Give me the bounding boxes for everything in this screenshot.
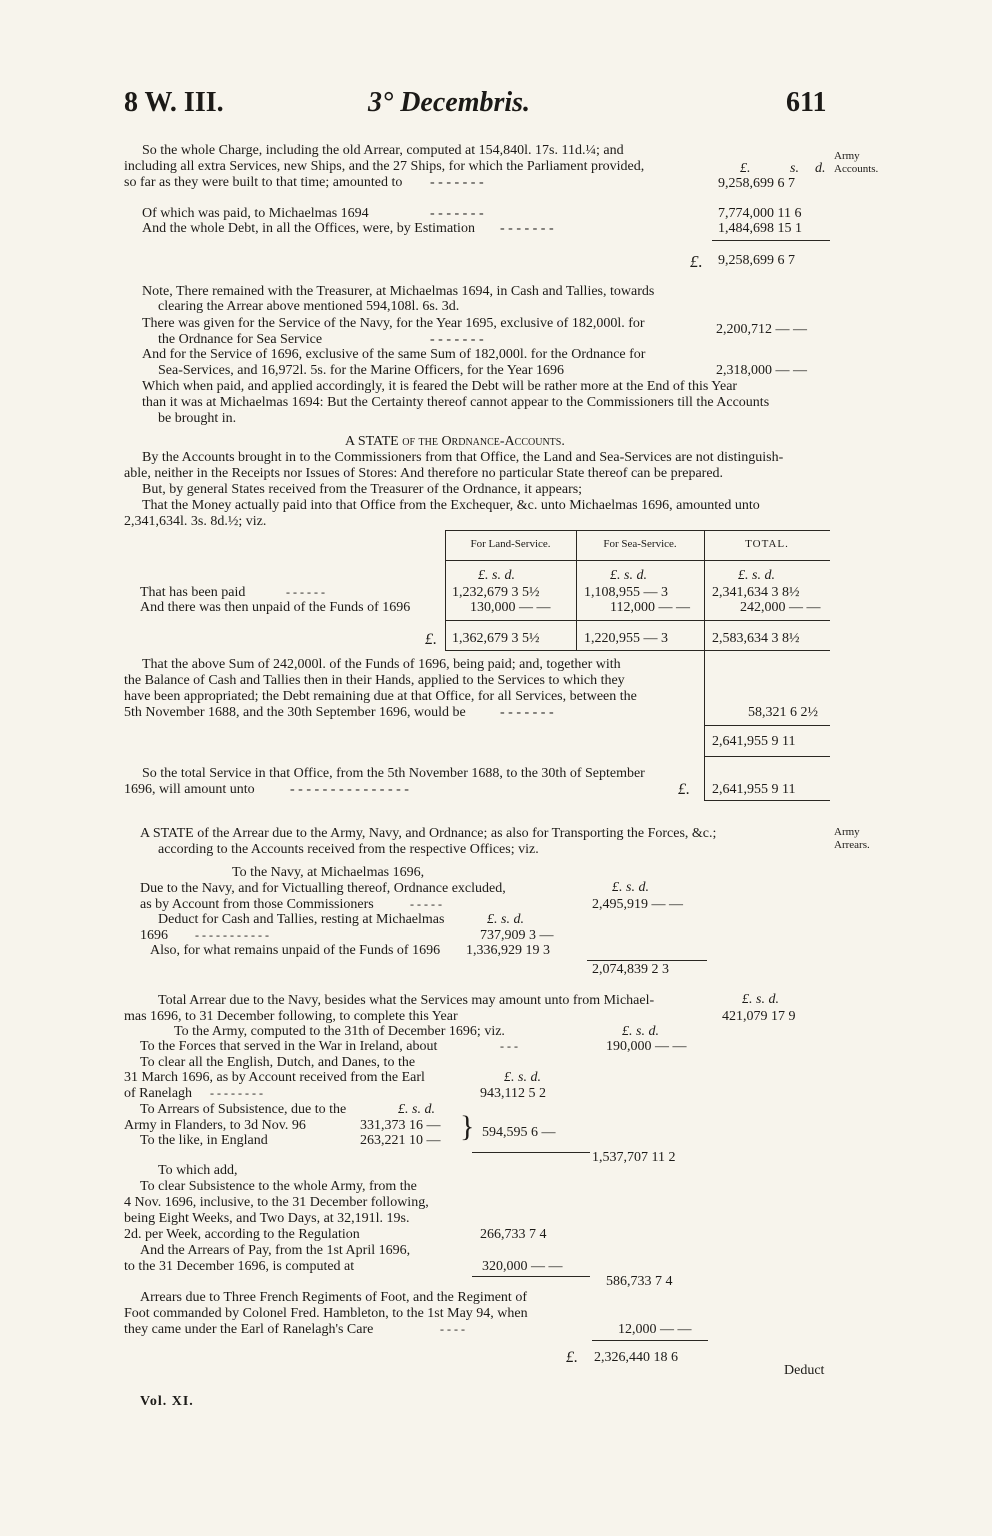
dash-leader: - - - - - - (286, 585, 325, 599)
service-1696-line-2: Sea-Services, and 16,972l. 5s. for the Marine Officers, for the Year 1696 (158, 363, 565, 378)
which-line-2: than it was at Michaelmas 1694: But the Certainty thereof cannot appear to the Commissioners till the Accounts (142, 395, 770, 410)
note-line-1: Note, There remained with the Treasurer, at Michaelmas 1694, in Cash and Tallies, towards (142, 284, 655, 299)
ordnance-heading: A STATE of the Ordnance-Accounts. (345, 434, 565, 449)
pay-line-2: to the 31 December 1696, is computed at (124, 1259, 355, 1274)
clear-line-3: of Ranelagh (124, 1086, 193, 1101)
navy-1695-value: 2,200,712 — — (716, 322, 807, 337)
ordnance-p3a: That the Money actually paid into that Office from the Exchequer, &c. unto Michaelmas 1696, amounted unto (142, 498, 760, 513)
col-shillings: s. (790, 161, 799, 176)
clear-line-1: To clear all the English, Dutch, and Danes, to the (140, 1055, 416, 1070)
service-1696-line-1: And for the Service of 1696, exclusive of the same Sum of 182,000l. for the Ordnance for (142, 347, 646, 362)
ordnance-p4a: That the above Sum of 242,000l. of the Funds of 1696, being paid; and, together with (142, 657, 621, 672)
paid-label: Of which was paid, to Michaelmas 1694 (142, 206, 369, 221)
french-line-3: they came under the Earl of Ranelagh's Care (124, 1322, 374, 1337)
navy-line-1b: as by Account from those Commissioners (140, 897, 374, 912)
arrear-heading-2: according to the Accounts received from the respective Offices; viz. (158, 842, 539, 857)
col-pounds: £. (740, 161, 751, 176)
also-label: Also, for what remains unpaid of the Funds of 1696 (150, 943, 441, 958)
pound-mark: £. (678, 781, 690, 798)
french-line-2: Foot commanded by Colonel Fred. Hambleton, to the 1st May 94, when (124, 1306, 528, 1321)
army-lsd: £. s. d. (622, 1024, 659, 1039)
subsistence-line-1: To Arrears of Subsistence, due to the (140, 1102, 347, 1117)
french-value: 12,000 — — (618, 1322, 692, 1337)
ireland-value: 190,000 — — (606, 1039, 687, 1054)
ordnance-debt-sum: 2,641,955 9 11 (712, 734, 796, 749)
margin-note-army-arrears-2: Arrears. (834, 839, 870, 851)
row-unpaid-sea: 112,000 — — (610, 600, 690, 615)
row-unpaid-total: 242,000 — — (740, 600, 821, 615)
dash-leader: - - - - - (410, 897, 442, 911)
final-pound-mark: £. (566, 1349, 578, 1366)
sum-total: 2,583,634 3 8½ (712, 631, 800, 646)
navy-1695-line-1: There was given for the Service of the Navy, for the Year 1695, exclusive of 182,000l. for (142, 316, 645, 331)
ordnance-p2: But, by general States received from the Treasurer of the Ordnance, it appears; (142, 482, 583, 497)
table-head-rule (445, 560, 830, 561)
row-paid-land: 1,232,679 3 5½ (452, 585, 540, 600)
col-total: TOTAL. (745, 538, 789, 550)
charge-line-1: So the whole Charge, including the old Arrear, computed at 154,840l. 17s. 11d.¼; and (142, 143, 624, 158)
ireland-label: To the Forces that served in the War in Ireland, about (140, 1039, 438, 1054)
subsistence-clear-4: 2d. per Week, according to the Regulation (124, 1227, 360, 1242)
subsistence-england-value: 263,221 10 — (360, 1133, 441, 1148)
dash-leader: - - - - - - - (500, 705, 554, 720)
rule (592, 1340, 708, 1341)
deduct-line-2: 1696 (140, 928, 168, 943)
final-total-value: 2,326,440 18 6 (594, 1350, 678, 1365)
rule (587, 960, 707, 961)
note-line-2: clearing the Arrear above mentioned 594,108l. 6s. 3d. (158, 299, 460, 314)
which-line-1: Which when paid, and applied accordingly, it is feared the Debt will be rather more at the End of this Year (142, 379, 738, 394)
dash-leader: - - - - - - - (430, 175, 484, 190)
subsistence-england: To the like, in England (140, 1133, 268, 1148)
sum-sea: 1,220,955 — 3 (584, 631, 668, 646)
page-number: 611 (786, 87, 827, 118)
subsistence-brace-value: 594,595 6 — (482, 1125, 556, 1140)
dash-leader: - - - - - - - (430, 332, 484, 347)
charge-sum: 9,258,699 6 7 (718, 253, 795, 268)
sum-pound-mark: £. (690, 252, 703, 271)
subsistence-clear-2: 4 Nov. 1696, inclusive, to the 31 December following, (124, 1195, 429, 1210)
sum-pound-mark: £. (425, 631, 437, 648)
which-line-3: be brought in. (158, 411, 237, 426)
deduct-lsd: £. s. d. (487, 912, 524, 927)
total-arrear-line-2: mas 1696, to 31 December following, to complete this Year (124, 1009, 458, 1024)
table-top-rule (445, 530, 830, 531)
row-paid-total: 2,341,634 3 8½ (712, 585, 800, 600)
total-lsd: £. s. d. (742, 992, 779, 1007)
clear-line-2: 31 March 1696, as by Account received from the Earl (124, 1070, 425, 1085)
ordnance-debt-value: 58,321 6 2½ (748, 705, 818, 720)
navy-net-value: 2,074,839 2 3 (592, 962, 669, 977)
debt-value: 1,484,698 15 1 (718, 221, 802, 236)
navy-1695-line-2: the Ordnance for Sea Service (158, 332, 323, 347)
margin-note-army-accounts: Army (834, 150, 860, 162)
navy-due-value: 2,495,919 — — (592, 897, 683, 912)
paid-value: 7,774,000 11 6 (718, 206, 802, 221)
deduct-value: 737,909 3 — (480, 928, 554, 943)
ordnance-p4b: the Balance of Cash and Tallies then in their Hands, applied to the Services to which they (124, 673, 625, 688)
charge-line-2: including all extra Services, new Ships, and the 27 Ships, for which the Parliament provided, (124, 159, 645, 174)
lsd-total: £. s. d. (738, 568, 775, 583)
subsistence-clear-3: being Eight Weeks, and Two Days, at 32,191l. 19s. (124, 1211, 410, 1226)
dash-leader: - - - - - - - - - - - (195, 928, 269, 942)
ordnance-p5a: So the total Service in that Office, from the 5th November 1688, to the 30th of September (142, 766, 645, 781)
row-paid-label: That has been paid (140, 585, 246, 600)
col-sea-service: For Sea-Service. (603, 538, 677, 550)
clear-lsd: £. s. d. (504, 1070, 541, 1085)
table-col-rule (704, 530, 705, 800)
sum-rule (712, 240, 830, 241)
margin-note-army-accounts-2: Accounts. (834, 163, 879, 175)
subsistence-clear-1: To clear Subsistence to the whole Army, from the (140, 1179, 417, 1194)
volume-signature: Vol. XI. (140, 1394, 194, 1409)
brace: } (460, 1110, 475, 1143)
french-line-1: Arrears due to Three French Regiments of Foot, and the Regiment of (140, 1290, 527, 1305)
army-title: To the Army, computed to the 31th of December 1696; viz. (174, 1024, 505, 1039)
row-paid-sea: 1,108,955 — 3 (584, 585, 668, 600)
pay-value: 320,000 — — (482, 1259, 563, 1274)
charge-line-3: so far as they were built to that time; amounted to (124, 175, 403, 190)
dash-leader: - - - (500, 1039, 518, 1053)
running-head-date: 3° Decembris. (368, 87, 531, 118)
debt-label: And the whole Debt, in all the Offices, were, by Estimation (142, 221, 475, 236)
ordnance-p4c: have been appropriated; the Debt remaining due at that Office, for all Services, between the (124, 689, 637, 704)
row-unpaid-land: 130,000 — — (470, 600, 551, 615)
rule (704, 756, 830, 757)
total-arrear-line-1: Total Arrear due to the Navy, besides what the Services may amount unto from Michael- (158, 993, 655, 1008)
rule (472, 1152, 590, 1153)
dash-leader: - - - - - - - - - - - - - - - (290, 782, 409, 797)
table-sum-rule (445, 620, 830, 621)
dash-leader: - - - - - - - (430, 206, 484, 221)
add-sum-value: 586,733 7 4 (606, 1274, 673, 1289)
navy-title: To the Navy, at Michaelmas 1696, (232, 865, 425, 880)
ordnance-p1b: able, neither in the Receipts nor Issues of Stores: And therefore no particular State thereof can be prepared. (124, 466, 724, 481)
lsd-land: £. s. d. (478, 568, 515, 583)
ordnance-total-service: 2,641,955 9 11 (712, 782, 796, 797)
dash-leader: - - - - - - - (500, 221, 554, 236)
arrear-heading-1: A STATE of the Arrear due to the Army, Navy, and Ordnance; as also for Transporting the Forces, &c.; (140, 826, 717, 841)
ordnance-p3b: 2,341,634l. 3s. 8d.½; viz. (124, 514, 267, 529)
clear-value: 943,112 5 2 (480, 1086, 546, 1101)
ordnance-p1a: By the Accounts brought in to the Commissioners from that Office, the Land and Sea-Services are not distinguish- (142, 450, 784, 465)
charge-total: 9,258,699 6 7 (718, 176, 795, 191)
row-unpaid-label: And there was then unpaid of the Funds of 1696 (140, 600, 411, 615)
running-head-left: 8 W. III. (124, 87, 224, 118)
subsistence-lsd: £. s. d. (398, 1102, 435, 1117)
col-land-service: For Land-Service. (470, 538, 551, 550)
rule (704, 800, 830, 801)
ordnance-p4d: 5th November 1688, and the 30th September 1696, would be (124, 705, 466, 720)
catchword: Deduct (784, 1363, 825, 1378)
total-arrear-value: 421,079 17 9 (722, 1009, 796, 1024)
navy-lsd: £. s. d. (612, 880, 649, 895)
service-1696-value: 2,318,000 — — (716, 363, 807, 378)
table-bottom-rule (445, 650, 830, 651)
to-which-add: To which add, (158, 1163, 238, 1178)
margin-note-army-arrears: Army (834, 826, 860, 838)
subsistence-flanders: Army in Flanders, to 3d Nov. 96 (124, 1118, 306, 1133)
dash-leader: - - - - (440, 1322, 465, 1336)
also-value: 1,336,929 19 3 (466, 943, 550, 958)
col-pence: d. (815, 161, 826, 176)
lsd-sea: £. s. d. (610, 568, 647, 583)
pay-line-1: And the Arrears of Pay, from the 1st April 1696, (140, 1243, 411, 1258)
rule (472, 1276, 590, 1277)
subsistence-clear-value: 266,733 7 4 (480, 1227, 547, 1242)
ordnance-p5b: 1696, will amount unto (124, 782, 255, 797)
army-sum-value: 1,537,707 11 2 (592, 1150, 676, 1165)
deduct-line-1: Deduct for Cash and Tallies, resting at Michaelmas (158, 912, 445, 927)
dash-leader: - - - - - - - - (210, 1086, 263, 1100)
navy-line-1a: Due to the Navy, and for Victualling thereof, Ordnance excluded, (140, 881, 506, 896)
subsistence-flanders-value: 331,373 16 — (360, 1118, 441, 1133)
rule (704, 725, 830, 726)
sum-land: 1,362,679 3 5½ (452, 631, 540, 646)
